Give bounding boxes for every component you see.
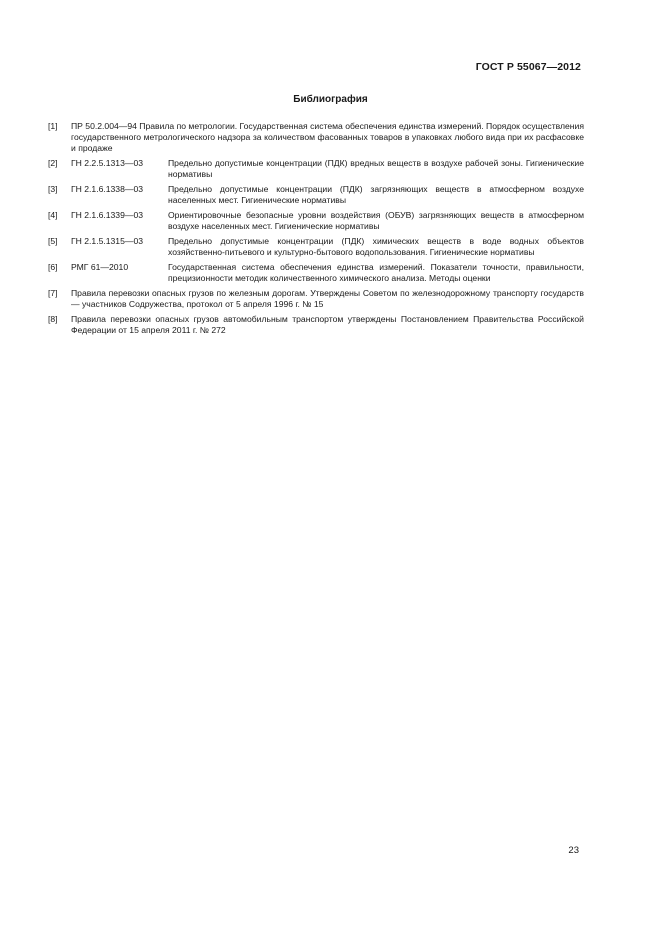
- bibliography-entry: [48, 210, 584, 232]
- entry-number: [4]: [48, 209, 58, 220]
- standard-code-header: ГОСТ Р 55067—2012: [475, 61, 581, 73]
- entry-document-code: ГН 2.1.6.1339—03: [71, 209, 144, 220]
- bibliography-entry: [48, 314, 584, 336]
- entry-text: Предельно допустимые концентрации (ПДК) химических веществ в воде водных объектов хозяйственно-питьевого и культурно-бытового водопользования. Гигиенические нормативы: [168, 235, 584, 257]
- entry-text: Предельно допустимые концентрации (ПДК) загрязняющих веществ в атмосферном воздухе населенных мест. Гигиенические нормативы: [168, 183, 584, 205]
- bibliography-entry: [48, 262, 584, 284]
- bibliography-entry: [48, 288, 584, 310]
- entry-number: [2]: [48, 157, 58, 168]
- page-number: 23: [568, 845, 579, 856]
- bibliography-entry: [48, 158, 584, 180]
- entry-number: [3]: [48, 183, 58, 194]
- bibliography-entry: [48, 121, 584, 154]
- entry-text: Правила перевозки опасных грузов автомобильным транспортом утверждены Постановлением Правительства Российской Федерации от 15 апреля 2011 г. № 272: [71, 313, 584, 335]
- entry-text: Предельно допустимые концентрации (ПДК) вредных веществ в воздухе рабочей зоны. Гигиенические нормативы: [168, 157, 584, 179]
- section-title: Библиография: [293, 94, 368, 105]
- entry-text: Правила перевозки опасных грузов по железным дорогам. Утверждены Советом по железнодорожному транспорту государств — участников Содружества, протокол от 5 апреля 1996 г. № 15: [71, 287, 584, 309]
- bibliography-list: [48, 121, 584, 340]
- entry-number: [1]: [48, 121, 58, 131]
- bibliography-entry: [48, 236, 584, 258]
- bibliography-entry: [48, 184, 584, 206]
- entry-document-code: ГН 2.1.5.1315—03: [71, 235, 144, 246]
- entry-text: Ориентировочные безопасные уровни воздействия (ОБУВ) загрязняющих веществ в атмосферном воздухе населенных мест. Гигиенические нормативы: [168, 209, 584, 231]
- entry-text: Государственная система обеспечения единства измерений. Показатели точности, правильности, прецизионности методик количественного химического анализа. Методы оценки: [168, 261, 584, 283]
- entry-number: [5]: [48, 235, 58, 246]
- entry-document-code: ГН 2.1.6.1338—03: [71, 183, 144, 194]
- entry-document-code: ГН 2.2.5.1313—03: [71, 157, 144, 168]
- entry-text: ПР 50.2.004—94 Правила по метрологии. Государственная система обеспечения единства измерений. Порядок осуществления государственного метрологического надзора за количеством фасованных товаров в упаковках любого вида при их расфасовке и продаже: [71, 121, 584, 153]
- entry-number: [7]: [48, 287, 58, 298]
- entry-number: [6]: [48, 261, 58, 272]
- entry-document-code: РМГ 61—2010: [71, 261, 129, 272]
- entry-number: [8]: [48, 313, 58, 324]
